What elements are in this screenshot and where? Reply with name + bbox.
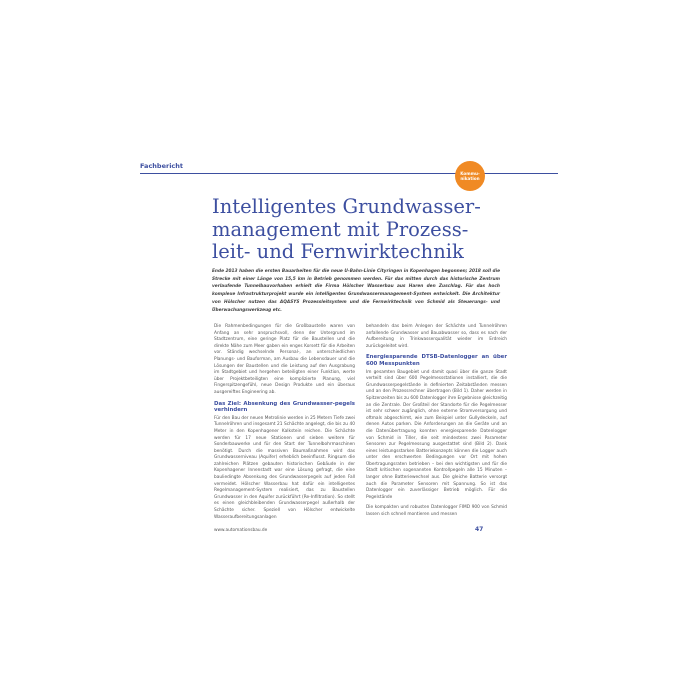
subheading: Das Ziel: Absenkung des Grundwasser-pegels verhindern: [214, 400, 355, 414]
magazine-page: [140, 160, 558, 538]
subheading: Energiesparende DTSB-Datenlogger an über 600 Messpunkten: [366, 354, 507, 367]
article-title: Intelligentes Grundwasser-management mit Prozess-leit- und Fernwirktechnik: [212, 195, 481, 263]
paragraph: Die Rahmenbedingungen für die Großbaustelle waren von Anfang an sehr anspruchsvoll, denn der Untergrund im Stadtzentrum, eine geringe Platz für die Baustellen und die direkte Nähe zum Meer gaben ein enges Korsett für die Arbeiten vor. Ständig wechselnde Personal-, an unterschiedlichen Planungs- und Bauforman, am Ausbau die Lebensdauer und die Lösungen der Baustellen und die Leistung auf den Ausgrabung im Stadtgebiet und hergehen beteiligten einer Funktion, werte über Projektbeteiligten eine komplizierte Planung, viel Fingerspitzengefühl, neue Design Produkte und ein überaus ausgereiftes Engineering ab.: [214, 324, 355, 395]
paragraph: behandeln das beim Anlegen der Schächte und Tunnelröhren anfallende Grundwasser und Bauabwasser so, dass es nach der Aufbereitung in Trinkwasserqualität wieder im Erdreich zurückgeleitet wird.: [366, 324, 507, 349]
paragraph: Die kompakten und robusten Datenlogger FIMD 900 von Schmid lassen sich schnell montieren und messen: [366, 505, 507, 518]
article-lead: Ende 2013 haben die ersten Bauarbeiten für die neue U-Bahn-Linie Cityringen in Kopenhagen begonnen; 2018 soll die Strecke mit einer Länge von 15,5 km in Betrieb genommen werden. Für das mitten durch das historische Zentrum verlaufende Tunnelbauvorhaben erhielt die Firma Hölscher Wasserbau aus Haren den Zuschlag. Für das hoch komplexe Infrastrukturprojekt wurde ein intelligentes Grundwassermanagement-System entwickelt. Die Architektur von Hölscher nutzen das AQASYS Prozessleitsystem und die Fernwirktechnik von Schmid als Steuerungs- und Überwachungswerkzeug etc.: [212, 269, 500, 313]
badge-line-1: Kommu-: [460, 170, 480, 176]
category-badge: [455, 161, 485, 191]
footer-url: www.automationsbau.de: [214, 528, 268, 533]
badge-line-2: nikation: [460, 176, 480, 181]
paragraph: Im gesamten Baugebiet und damit quasi über die ganze Stadt verteilt sind über 600 Pegelmessstationen installiert, die die Grundwasserpegelstände in definierten Zeitabständen messen und an den Prozessrechner übertragen (Bild 1). Daher werden in Spitzenzeiten bis zu 600 Datenlogger ihre Ergebnisse gleichzeitig an die Zentrale. Der Großteil der Standorte für die Pegelmesser ist sehr schwer zugänglich, ohne externe Stromversorgung und oftmals abgeschirmt, wie zum Beispiel unter Gullydeckeln, auf denen Autos parken. Die Anforderungen an die Geräte und an die Datenübertragung konnten energiesparende Datenlogger von Schmid in Tiller, die seit mindestens zwei Parameter Sensoren zur Pegelmessung ausgestattet sind (Bild 2). Dank eines leistungsstarken Batteriekonzepts können die Logger auch unter den erschwerten Bedingungen vor Ort mit hohen Übertragungsraten betrieben – bei den wichtigsten und für die Stadt kritischen sogenannten Kontrollpegeln alle 15 Minuten – langer ohne Batteriewechsel aus. Die gleiche Batterie versorgt auch die Parameter Sensoren mit Spannung. So ist das Datenlogger ein zuverlässiger Betrieb möglich. Für die Pegelstände: [366, 369, 508, 500]
section-label: Fachbericht: [140, 162, 184, 170]
text-column-right: [366, 324, 507, 523]
page-number: 47: [475, 526, 484, 533]
text-column-left: [214, 324, 355, 525]
paragraph: Für den Bau der neuen Metrolinie werden in 25 Metern Tiefe zwei Tunnelröhren und insgesamt 21 Schächte angelegt, die bis zu 40 Meter in den Kopenhagener Kalkstein reichen. Die Schächte werden für 17 neue Stationen und sieben weitere für Sonderbauwerke und für den Start der Tunnelbohrmaschinen benötigt. Durch die massiven Baumaßnahmen wird das Grundwasserniveau (Aquifer) erheblich beeinflusst. Ringsum die zahlreichen Plätzen gebauten historischen Gebäude in der Kopenhagener Innenstadt war eine Lösung gefragt, die eine bauliedingte Absenkung des Grundwasserpegels auf jeden Fall vermeidet. Hölscher Wasserbau hat dafür ein intelligentes Regelmanagement-System realisiert, das zu Baustellen Grundwasser in den Aquifer zurückführt (Re-Infiltration). So stellt es einen gleichbleibenden Grundwasserpegel außerhalb der Schächte sicher. Speziell von Hölscher entwickelte Wasseraufbereitungsanlagen: [214, 415, 355, 520]
